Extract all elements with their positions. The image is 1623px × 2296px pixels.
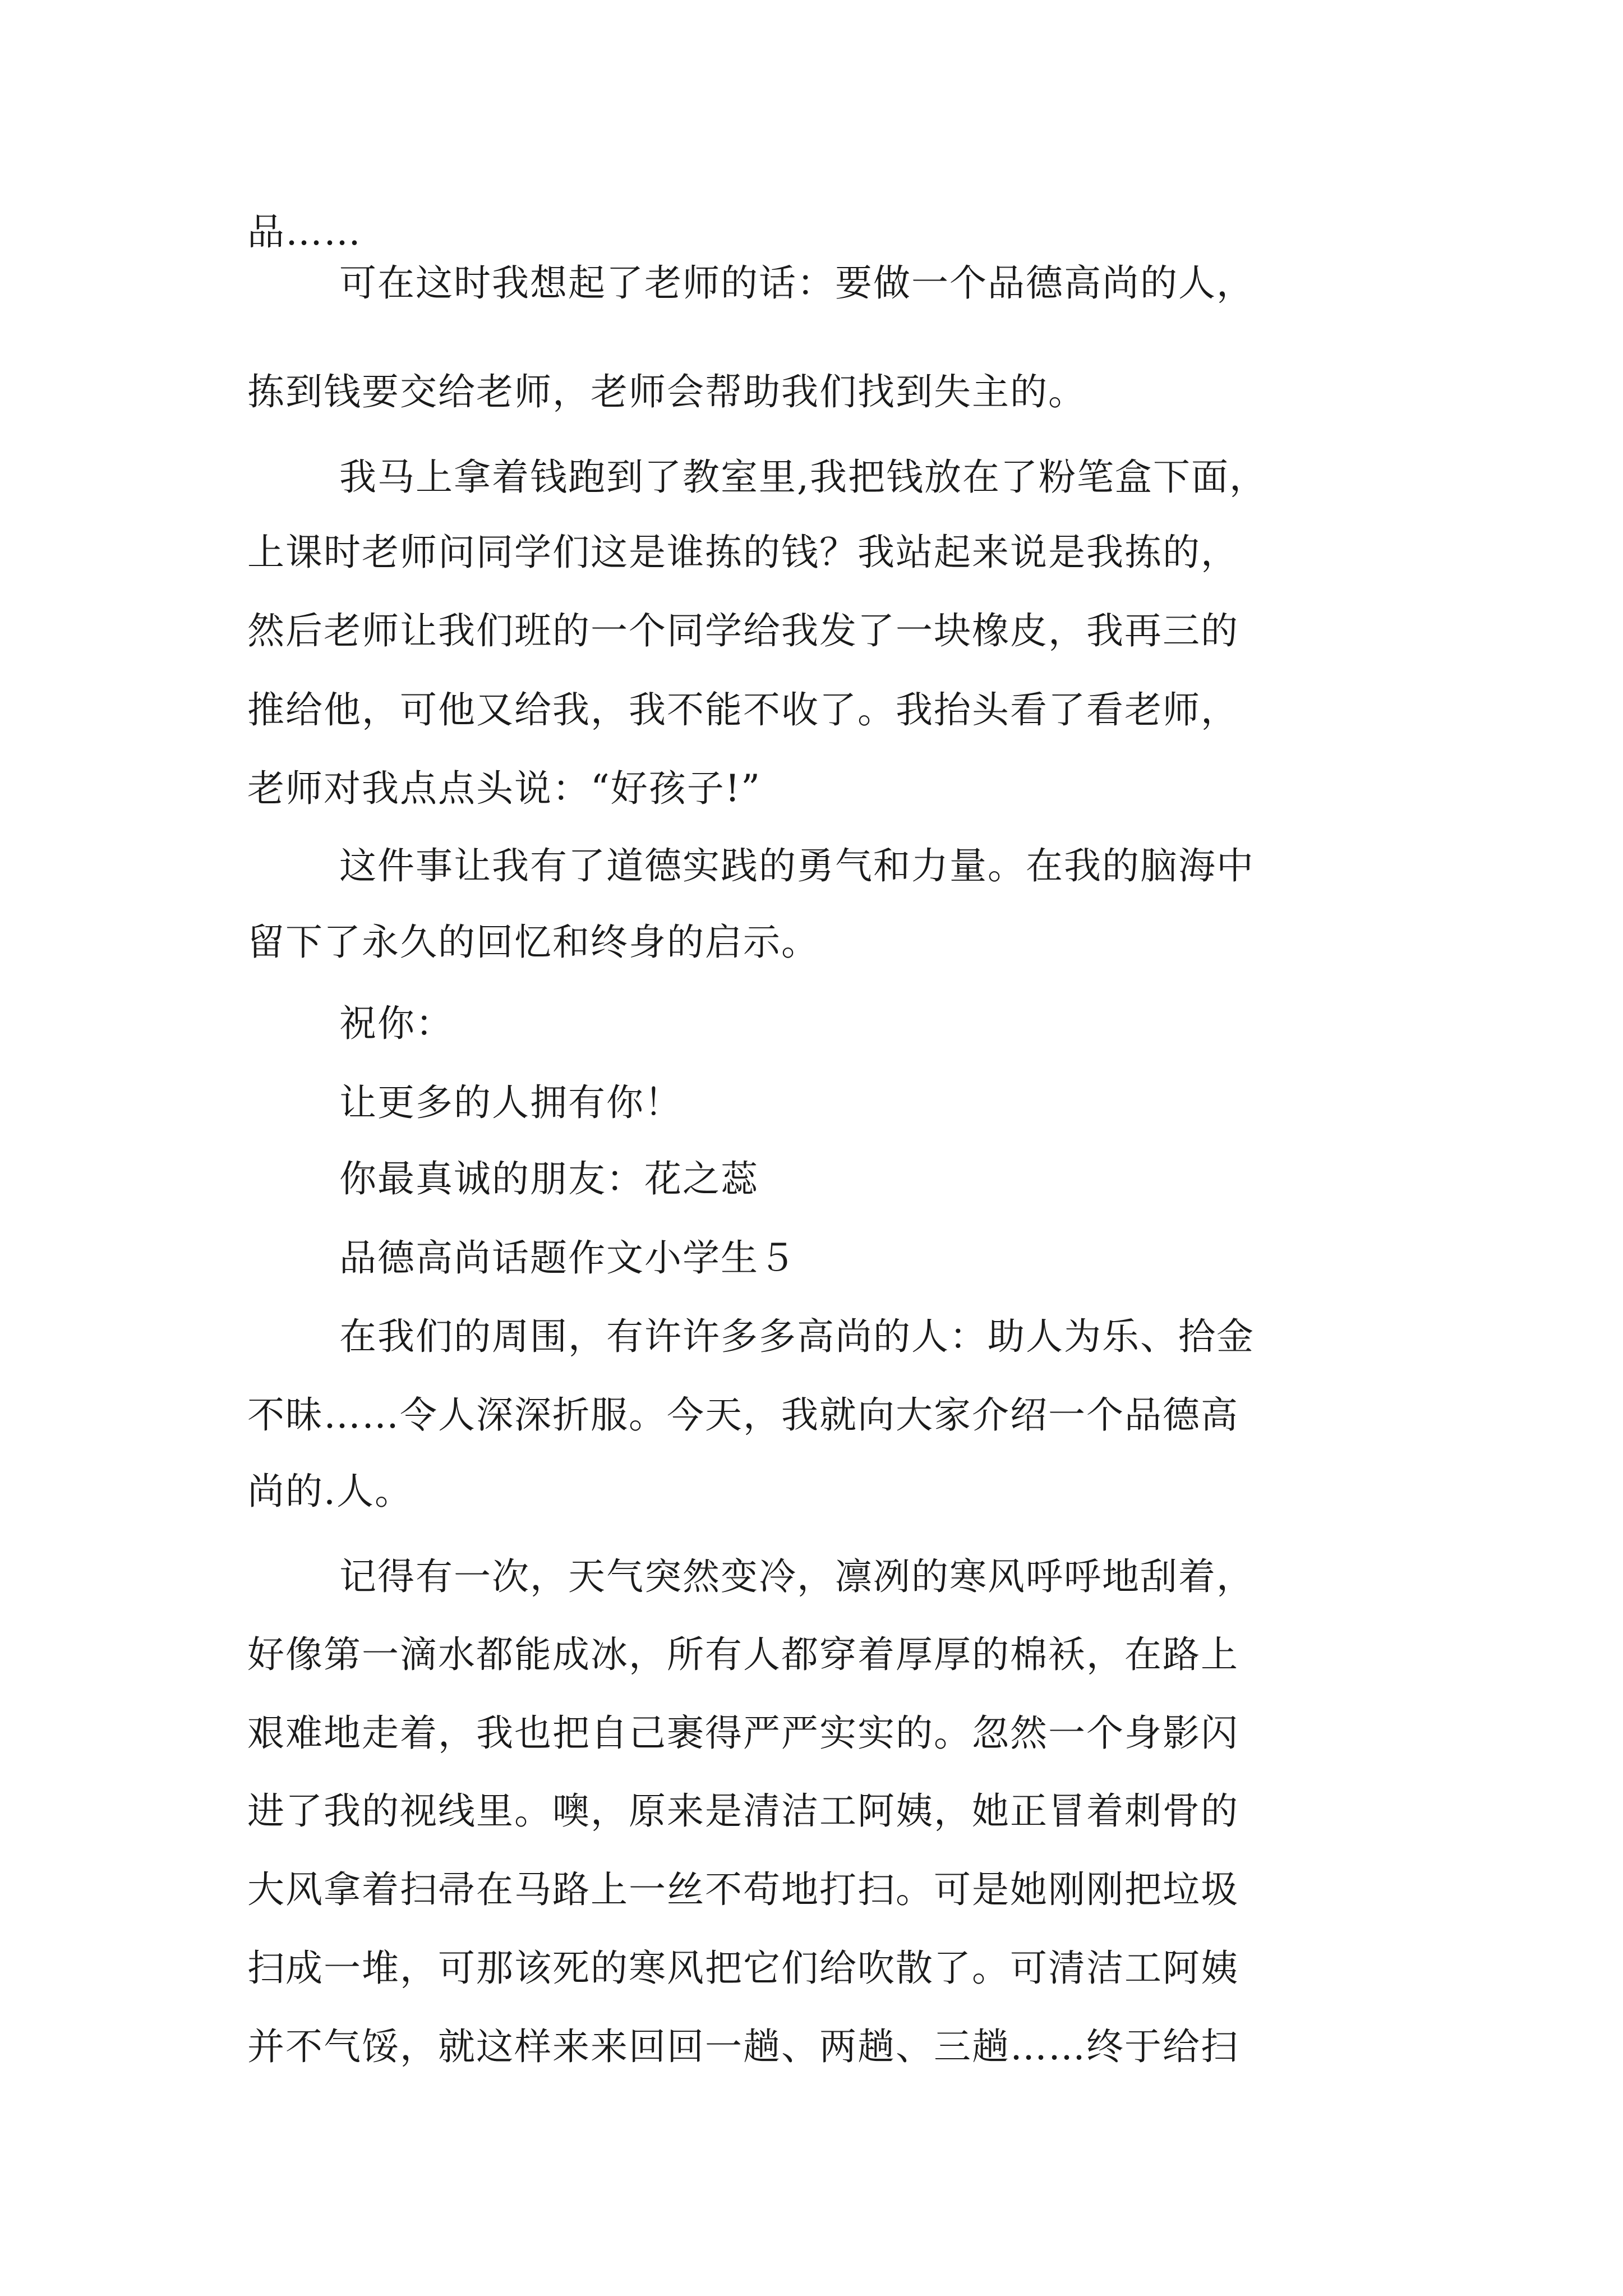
text-line: 进了我的视线里。噢，原来是清洁工阿姨，她正冒着刺骨的 — [247, 1789, 1239, 1833]
text-line: 这件事让我有了道德实践的勇气和力量。在我的脑海中 — [339, 844, 1255, 887]
text-line: 推给他，可他又给我，我不能不收了。我抬头看了看老师， — [247, 688, 1239, 731]
text-line: 尚的.人。 — [247, 1470, 413, 1513]
text-line: 品德高尚话题作文小学生５ — [339, 1236, 797, 1280]
text-line: 你最真诚的朋友：花之蕊 — [339, 1157, 759, 1200]
text-line: 品…… — [247, 210, 362, 254]
text-line: 并不气馁，就这样来来回回一趟、两趟、三趟……终于给扫 — [247, 2025, 1239, 2068]
text-line: 祝你： — [339, 1002, 454, 1045]
text-line: 让更多的人拥有你！ — [339, 1081, 683, 1124]
text-line: 老师对我点点头说：“好孩子!” — [247, 767, 762, 810]
text-line: 留下了永久的回忆和终身的启示。 — [247, 921, 819, 964]
text-line: 好像第一滴水都能成冰，所有人都穿着厚厚的棉袄，在路上 — [247, 1633, 1239, 1676]
text-line: 然后老师让我们班的一个同学给我发了一块橡皮，我再三的 — [247, 609, 1239, 652]
text-line: 记得有一次，天气突然变冷，凛冽的寒风呼呼地刮着， — [339, 1555, 1255, 1598]
text-line: 上课时老师问同学们这是谁拣的钱？我站起来说是我拣的， — [247, 531, 1239, 574]
text-line: 可在这时我想起了老师的话：要做一个品德高尚的人， — [339, 261, 1255, 305]
text-line: 艰难地走着，我也把自己裹得严严实实的。忽然一个身影闪 — [247, 1711, 1239, 1755]
text-line: 扫成一堆，可那该死的寒风把它们给吹散了。可清洁工阿姨 — [247, 1947, 1239, 1990]
text-line: 在我们的周围，有许许多多高尚的人：助人为乐、拾金 — [339, 1315, 1255, 1358]
text-line: 我马上拿着钱跑到了教室里,我把钱放在了粉笔盒下面， — [339, 455, 1267, 499]
text-line: 不昧……令人深深折服。今天，我就向大家介绍一个品德高 — [247, 1393, 1239, 1437]
text-line: 拣到钱要交给老师，老师会帮助我们找到失主的。 — [247, 370, 1086, 413]
text-line: 大风拿着扫帚在马路上一丝不苟地打扫。可是她刚刚把垃圾 — [247, 1868, 1239, 1911]
